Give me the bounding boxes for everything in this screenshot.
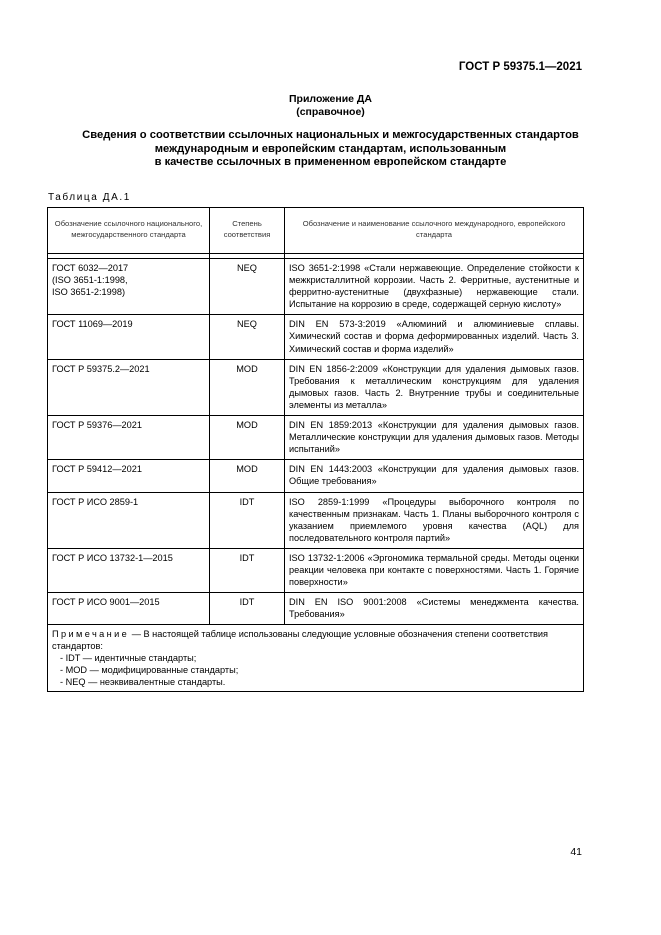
document-code: ГОСТ Р 59375.1—2021: [458, 61, 582, 73]
column-header-degree: Степень соответствия: [210, 208, 285, 254]
column-header-national-standard: Обозначение ссылочного национального, межгосударственного стандарта: [48, 208, 210, 254]
heading-line: в качестве ссылочных в примененном европейском стандарте: [154, 156, 507, 168]
cell-degree: IDT: [210, 492, 285, 548]
table-row: [48, 259, 584, 315]
cell-national-standard: ГОСТ 6032—2017 (ISO 3651-1:1998, ISO 3651-2:1998): [48, 259, 210, 315]
section-heading: [40, 129, 621, 170]
cell-national-standard: ГОСТ Р ИСО 9001—2015: [48, 593, 210, 625]
cell-national-standard: ГОСТ Р 59412—2021: [48, 460, 210, 492]
table-caption: Таблица ДА.1: [48, 192, 131, 203]
cell-international-standard: DIN EN 1856-2:2009 «Конструкции для удаления дымовых газов. Требования к металлическим конструкциям для удаления дымовых газов. Часть 2. Внутренние трубы и соединительные элементы из металла»: [285, 359, 584, 415]
note-row: [48, 625, 584, 692]
note-item: - MOD — модифицированные стандарты;: [60, 665, 239, 676]
column-header-international-standard: Обозначение и наименование ссылочного международного, европейского стандарта: [285, 208, 584, 254]
note-item: - NEQ — неэквивалентные стандарты.: [60, 677, 226, 688]
annex-title: Приложение ДА: [289, 93, 372, 105]
table-row: [48, 593, 584, 625]
annex-block: [0, 93, 661, 119]
table-body: [48, 259, 584, 625]
cell-international-standard: DIN EN 1443:2003 «Конструкции для удаления дымовых газов. Общие требования»: [285, 460, 584, 492]
cell-international-standard: DIN EN ISO 9001:2008 «Системы менеджмента качества. Требования»: [285, 593, 584, 625]
table-row: [48, 460, 584, 492]
correspondence-table: [47, 207, 584, 692]
cell-national-standard: ГОСТ Р ИСО 13732-1—2015: [48, 548, 210, 592]
table-note: [48, 625, 584, 692]
heading-line: Сведения о соответствии ссылочных национальных и межгосударственных стандартов: [82, 129, 579, 141]
cell-international-standard: ISO 3651-2:1998 «Стали нержавеющие. Определение стойкости к межкристаллитной коррозии. Часть 2. Ферритные, аустенитные и ферритно-аустенитные (двухфазные) нержавеющие стали. Испытание на коррозию в среде, содержащей серную кислоту»: [285, 259, 584, 315]
note-label: Примечание: [52, 629, 130, 640]
cell-national-standard: ГОСТ Р 59376—2021: [48, 416, 210, 460]
cell-national-standard: ГОСТ Р 59375.2—2021: [48, 359, 210, 415]
annex-subtitle: (справочное): [296, 106, 365, 118]
cell-degree: MOD: [210, 416, 285, 460]
table-header-row: [48, 208, 584, 254]
note-paragraph: [52, 628, 579, 652]
cell-international-standard: DIN EN 1859:2013 «Конструкции для удаления дымовых газов. Металлические конструкции для удаления дымовых газов. Методы испытаний»: [285, 416, 584, 460]
page-number: 41: [570, 846, 582, 858]
table-row: [48, 359, 584, 415]
note-list: [52, 652, 579, 688]
note-item: - IDT — идентичные стандарты;: [60, 653, 197, 664]
cell-international-standard: DIN EN 573-3:2019 «Алюминий и алюминиевые сплавы. Химический состав и форма деформированных изделий. Часть 3. Химический состав и форма изделий»: [285, 315, 584, 359]
cell-international-standard: ISO 2859-1:1999 «Процедуры выборочного контроля по качественным признакам. Часть 1. Планы выборочного контроля с указанием приемлемого уровня качества (AQL) для последовательного контроля партий»: [285, 492, 584, 548]
table-row: [48, 315, 584, 359]
cell-national-standard: ГОСТ Р ИСО 2859-1: [48, 492, 210, 548]
table-row: [48, 416, 584, 460]
note-text: — В настоящей таблице использованы следующие условные обозначения степени соответствия стандартов:: [52, 629, 549, 652]
cell-international-standard: ISO 13732-1:2006 «Эргономика термальной среды. Методы оценки реакции человека при контакте с поверхностями. Часть 1. Горячие поверхности»: [285, 548, 584, 592]
cell-degree: MOD: [210, 359, 285, 415]
table-row: [48, 548, 584, 592]
cell-degree: NEQ: [210, 259, 285, 315]
cell-degree: IDT: [210, 548, 285, 592]
cell-degree: NEQ: [210, 315, 285, 359]
cell-national-standard: ГОСТ 11069—2019: [48, 315, 210, 359]
cell-degree: MOD: [210, 460, 285, 492]
heading-line: международным и европейским стандартам, использованным: [154, 142, 507, 155]
cell-degree: IDT: [210, 593, 285, 625]
table-row: [48, 492, 584, 548]
